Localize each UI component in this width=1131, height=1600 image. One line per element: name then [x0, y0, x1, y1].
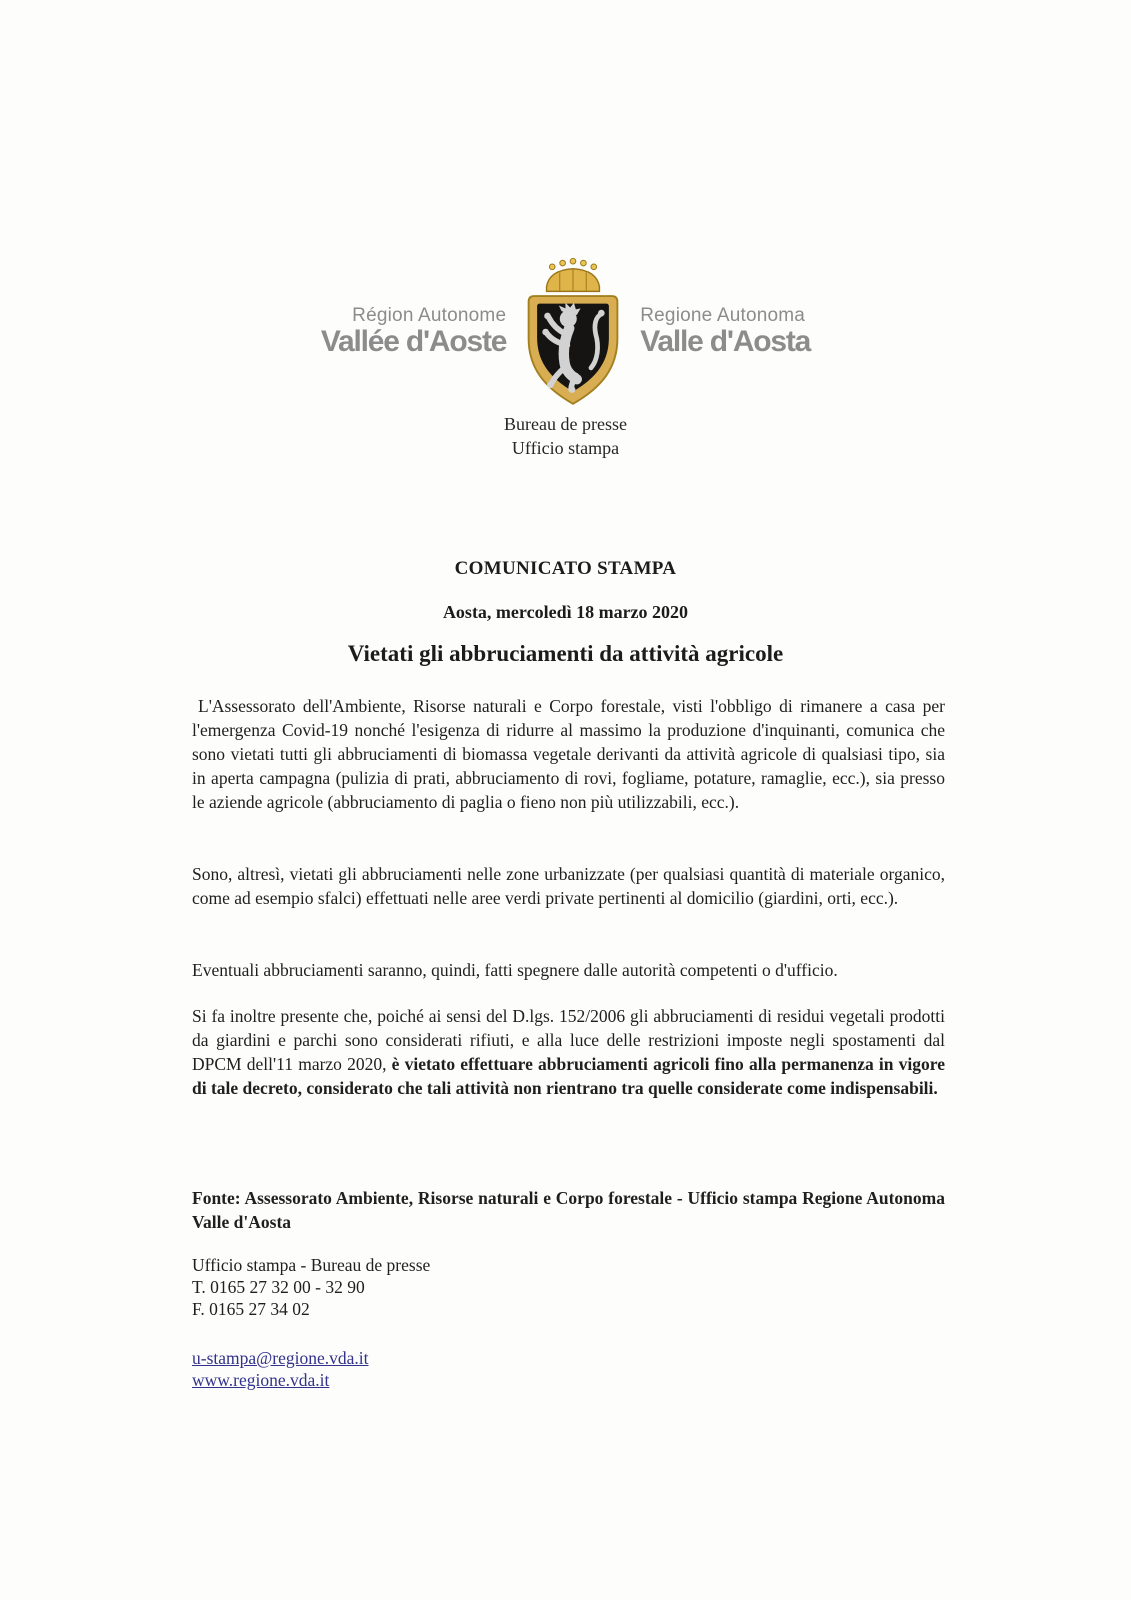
- paragraph-enforcement: Eventuali abbruciamenti saranno, quindi, fatti spegnere dalle autorità competenti o d'ufficio.: [192, 960, 838, 980]
- paragraph-decree: [192, 1004, 945, 1100]
- press-office-caption: [0, 412, 1131, 460]
- contact-phone: T. 0165 27 32 00 - 32 90: [192, 1277, 365, 1297]
- paragraph-urban-ban: Sono, altresì, vietati gli abbruciamenti nelle zone urbanizzate (per qualsiasi quantità di materiale organico, come ad esempio sfalci) effettuati nelle aree verdi private pertinenti al domicilio (giardini, orti, ecc.).: [192, 864, 945, 908]
- links-block: [192, 1348, 945, 1391]
- press-office-caption-it: Ufficio stampa: [511, 438, 620, 458]
- document-type-heading: COMUNICATO STAMPA: [454, 558, 677, 579]
- contact-fax: F. 0165 27 34 02: [192, 1299, 310, 1319]
- logo-italian-line2: Valle d'Aosta: [640, 325, 811, 359]
- coat-of-arms-icon: [522, 256, 624, 408]
- contact-block: [192, 1254, 945, 1320]
- regional-logo: [0, 256, 1131, 408]
- page-title: Vietati gli abbruciamenti da attività agricole: [347, 641, 784, 666]
- source-line: Fonte: Assessorato Ambiente, Risorse naturali e Corpo forestale - Ufficio stampa Regione Autonoma Valle d'Aosta: [192, 1188, 945, 1232]
- paragraph-decree-normal: Si fa inoltre presente che, poiché ai sensi del D.lgs. 152/2006 gli abbruciamenti di residui vegetali prodotti da giardini e parchi sono considerati rifiuti, e alla luce delle restrizioni imposte negli spostamenti dal DPCM dell'11 marzo 2020,: [192, 1006, 945, 1074]
- logo-french-line1: Région Autonome: [352, 305, 507, 327]
- press-office-caption-fr: Bureau de presse: [504, 414, 627, 434]
- website-link[interactable]: www.regione.vda.it: [192, 1369, 330, 1390]
- contact-office: Ufficio stampa - Bureau de presse: [192, 1255, 431, 1275]
- email-link[interactable]: u-stampa@regione.vda.it: [192, 1348, 369, 1368]
- logo-italian-wordmark: [640, 306, 810, 357]
- logo-italian-line1: Regione Autonoma: [640, 305, 806, 327]
- paragraph-agricultural-ban: L'Assessorato dell'Ambiente, Risorse naturali e Corpo forestale, visti l'obbligo di rimanere a casa per l'emergenza Covid-19 nonché l'esigenza di ridurre al massimo la produzione d'inquinanti, comunica che sono vietati tutti gli abbruciamenti di biomassa vegetale derivanti da attività agricole di qualsiasi tipo, sia in aperta campagna (pulizia di prati, abbruciamento di rovi, fogliame, potature, ramaglie, ecc.), sia presso le aziende agricole (abbruciamento di paglia o fieno non più utilizzabili, ecc.).: [192, 696, 945, 812]
- logo-french-wordmark: [321, 306, 506, 357]
- dateline: Aosta, mercoledì 18 marzo 2020: [442, 602, 689, 622]
- paragraph-decree-bold: è vietato effettuare abbruciamenti agricoli fino alla permanenza in vigore di tale decreto, considerato che tali attività non rientrano tra quelle considerate come indispensabili.: [192, 1054, 945, 1098]
- logo-french-line2: Vallée d'Aoste: [320, 325, 507, 359]
